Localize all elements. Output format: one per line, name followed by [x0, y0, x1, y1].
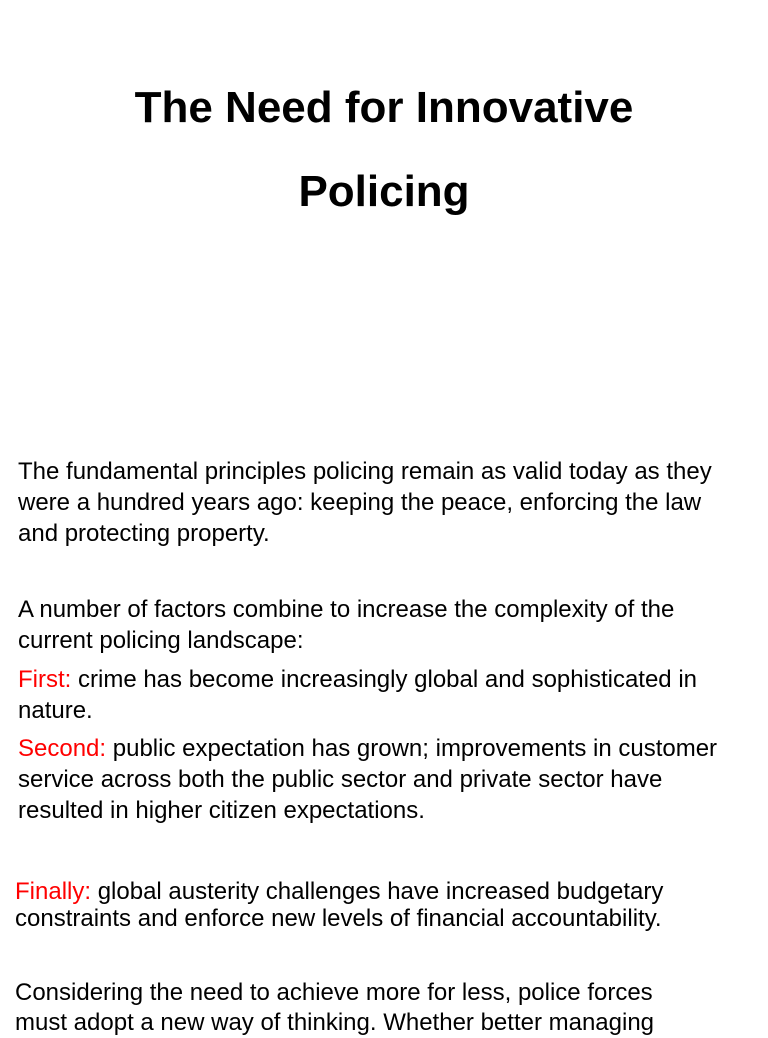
second-line-2: service across both the public sector and private sector have [18, 766, 663, 793]
finally-label: Finally: [15, 878, 92, 905]
finally-line-2: constraints and enforce new levels of financial accountability. [15, 905, 662, 932]
intro-line-2: were a hundred years ago: keeping the peace, enforcing the law [18, 489, 702, 516]
closing-line-2: must adopt a new way of thinking. Whether better managing [15, 1009, 655, 1036]
finally-paragraph [15, 878, 663, 932]
page-title [0, 66, 768, 234]
title-line-1: The Need for Innovative [134, 83, 634, 132]
intro-paragraph [18, 456, 712, 549]
second-line-3: resulted in higher citizen expectations. [18, 797, 425, 824]
first-label: First: [18, 666, 72, 693]
first-line-2: nature. [18, 697, 93, 724]
second-label: Second: [18, 735, 107, 762]
closing-line-1: Considering the need to achieve more for less, police forces [15, 979, 653, 1006]
closing-paragraph [15, 978, 654, 1038]
intro-line-1: The fundamental principles policing remain as valid today as they [18, 458, 712, 485]
factors-paragraph [18, 594, 674, 656]
first-paragraph [18, 664, 697, 726]
factors-line-1: A number of factors combine to increase the complexity of the [18, 596, 675, 623]
first-line-1: crime has become increasingly global and sophisticated in [71, 666, 698, 693]
second-paragraph [18, 733, 717, 826]
second-line-1: public expectation has grown; improvements in customer [106, 735, 718, 762]
intro-line-3: and protecting property. [18, 520, 270, 547]
factors-line-2: current policing landscape: [18, 627, 304, 654]
title-line-2: Policing [298, 167, 470, 216]
finally-line-1: global austerity challenges have increased budgetary [91, 878, 664, 905]
